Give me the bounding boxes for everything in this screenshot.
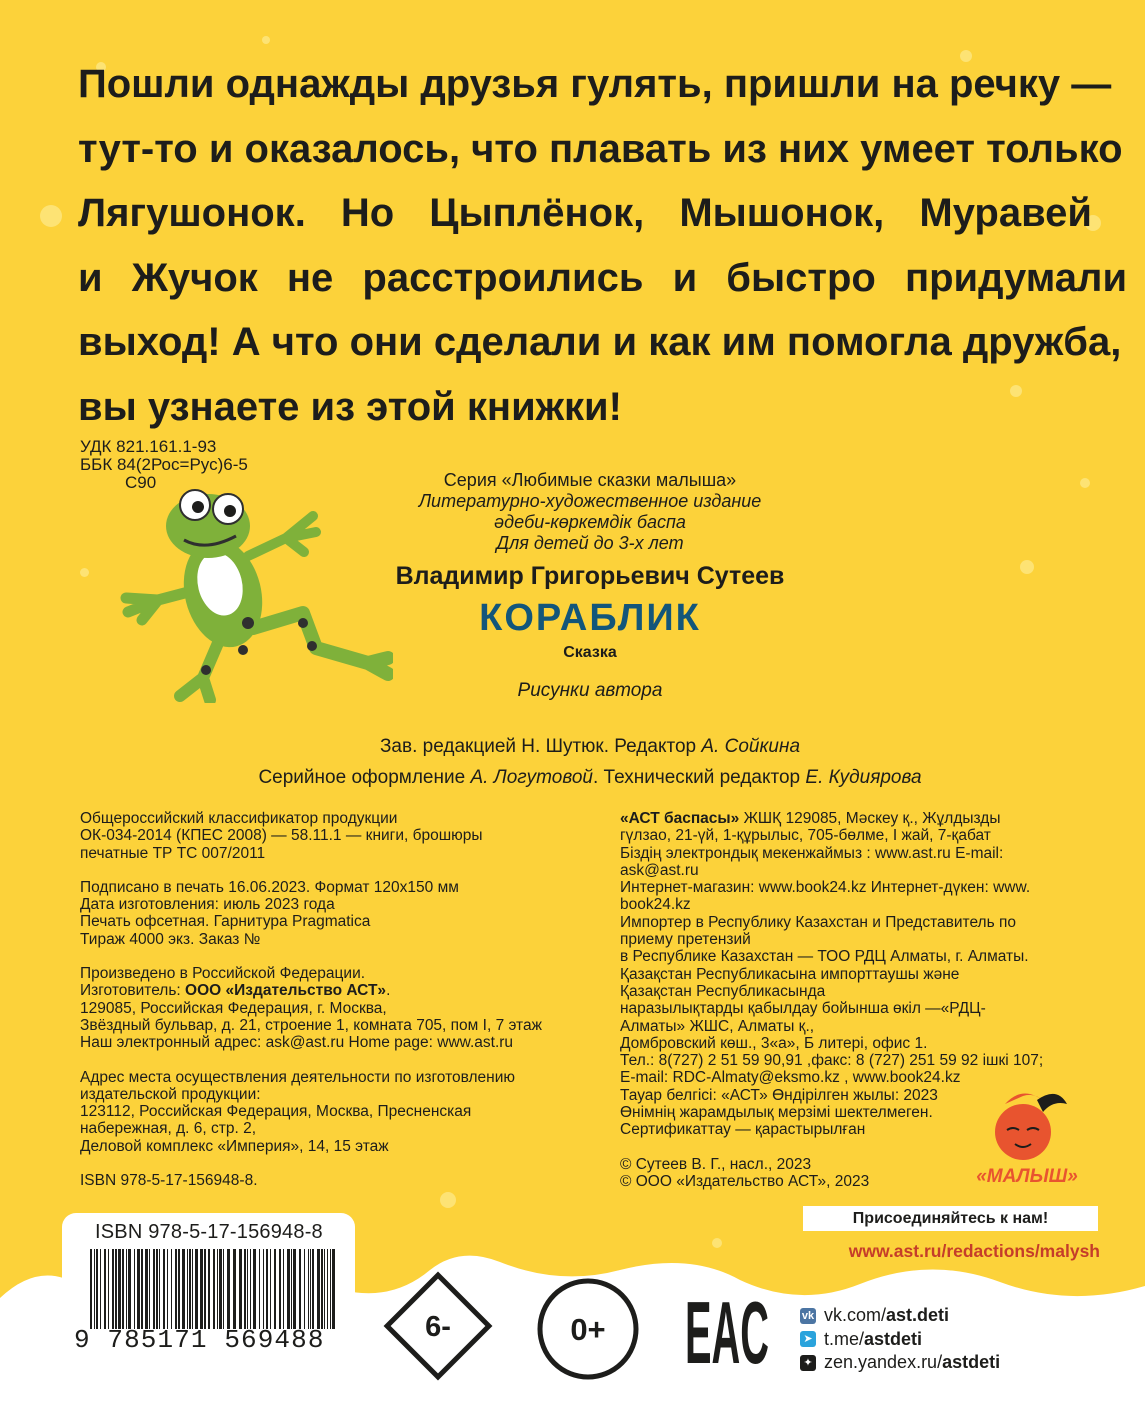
- imprint-line: в Республике Казахстан — ТОО РДЦ Алматы, г. Алматы.: [620, 948, 1029, 966]
- barcode-bar: [293, 1249, 296, 1329]
- imprint-line: Қазақстан Республикасына импорттаушы және: [620, 965, 960, 983]
- barcode-bar: [223, 1249, 224, 1329]
- zen-link[interactable]: [800, 1351, 1000, 1375]
- barcode-bar: [259, 1249, 260, 1329]
- imprint-line: наразылықтарды қабылдау бойынша өкіл —«РДЦ-: [620, 1000, 986, 1018]
- barcode-bar: [321, 1249, 323, 1329]
- barcode-bar: [195, 1249, 198, 1329]
- barcode-bar: [128, 1249, 131, 1329]
- website-link[interactable]: www.ast.ru/redactions/malysh: [848, 1241, 1100, 1261]
- blurb-line: Пошли однажды друзья гулять, пришли на речку —: [78, 62, 1112, 106]
- barcode-bar: [219, 1249, 222, 1329]
- barcode-bar: [175, 1249, 177, 1329]
- edition-type-ru: Литературно-художественное издание: [418, 491, 762, 511]
- spacer: [80, 948, 600, 965]
- imprint-line: Общероссийский классификатор продукции: [80, 810, 398, 827]
- book-title: КОРАБЛИК: [479, 597, 701, 639]
- barcode-bar: [308, 1249, 309, 1329]
- telegram-handle: astdeti: [864, 1328, 923, 1349]
- vk-domain: vk.com/: [824, 1305, 887, 1325]
- imprint-line: Печать офсетная. Гарнитура Pragmatica: [80, 913, 371, 931]
- imprint-left: [80, 810, 600, 1189]
- eac-mark: [685, 1288, 770, 1367]
- imprint-line: издательской продукции:: [80, 1085, 261, 1103]
- barcode-bar: [304, 1249, 305, 1329]
- bbk-code: ББК 84(2Рос=Рус)6-5: [80, 455, 248, 474]
- telegram-domain: t.me/: [824, 1328, 865, 1349]
- age-rating-6-badge: [380, 1268, 496, 1384]
- blurb-text: [78, 52, 1128, 439]
- zen-domain: zen.yandex.ru/: [824, 1352, 943, 1372]
- barcode-bar: [182, 1249, 185, 1329]
- barcode-bar: [153, 1249, 155, 1329]
- barcode-bar: [263, 1249, 264, 1329]
- decor-dot: [80, 568, 89, 577]
- imprint-line: Тел.: 8(727) 2 51 59 90,91 ,факс: 8 (727) 251 59 92 ішкі 107;: [620, 1052, 1044, 1070]
- barcode-bar: [108, 1249, 109, 1329]
- publisher-line: [620, 810, 1100, 827]
- barcode-bar: [126, 1249, 127, 1329]
- maker-end: .: [386, 982, 391, 1000]
- vk-icon: vk: [801, 1309, 815, 1322]
- editor-role: Зав. редакцией Н. Шутюк. Редактор: [379, 736, 702, 757]
- barcode-bar: [253, 1249, 256, 1329]
- barcode-bar: [156, 1249, 158, 1329]
- barcode-bar: [291, 1249, 292, 1329]
- barcode-bar: [118, 1249, 121, 1329]
- imprint-line: Алматы» ЖШС, Алматы қ.,: [620, 1017, 815, 1035]
- spacer: [80, 1155, 600, 1172]
- zen-handle: astdeti: [942, 1352, 1001, 1372]
- barcode-bar: [239, 1249, 242, 1329]
- copyright-line: © ООО «Издательство АСТ», 2023: [620, 1172, 870, 1190]
- genre: Сказка: [563, 644, 617, 661]
- isbn-line: ISBN 978-5-17-156948-8.: [80, 1172, 258, 1190]
- telegram-icon: ➤: [800, 1331, 816, 1347]
- publisher-name: «АСТ баспасы»: [620, 810, 740, 827]
- imprint-line: Звёздный бульвар, д. 21, строение 1, комната 705, пом I, 7 этаж: [80, 1016, 542, 1034]
- vk-handle: ast.deti: [886, 1305, 950, 1325]
- barcode-bar: [213, 1249, 215, 1329]
- illustrations-credit: Рисунки автора: [517, 680, 663, 701]
- barcode-bar: [287, 1249, 290, 1329]
- imprint-line: 129085, Российская Федерация, г. Москва,: [80, 999, 387, 1017]
- imprint-line: Біздің электрондық мекенжаймыз : www.ast.ru E-mail:: [620, 844, 1004, 862]
- imprint-line: Тауар белгісі: «АСТ» Өндірілген жылы: 2023: [620, 1086, 938, 1104]
- barcode-bar: [145, 1249, 148, 1329]
- barcode-bar: [299, 1249, 301, 1329]
- editor-name: А. Сойкина: [701, 736, 801, 757]
- imprint-line: Произведено в Российской Федерации.: [80, 965, 366, 983]
- imprint-line: Сертификаттау — қарастырылған: [620, 1121, 866, 1139]
- imprint-line: E-mail: RDC-Almaty@eksmo.kz , www.book24.kz: [620, 1069, 961, 1087]
- decor-dot: [262, 36, 270, 44]
- imprint-line: Өнімнің жарамдылық мерзімі шектелмеген.: [620, 1104, 933, 1122]
- age-note: Для детей до 3-х лет: [496, 533, 684, 553]
- maker-label: Изготовитель:: [80, 982, 186, 1000]
- tech-editor-role: . Технический редактор: [592, 767, 806, 788]
- editors-line-2: [0, 762, 1145, 793]
- barcode-bar: [159, 1249, 160, 1329]
- udk-code: УДК 821.161.1-93: [80, 437, 217, 456]
- zen-icon: ✦: [800, 1355, 816, 1371]
- imprint-line: набережная, д. 6, стр. 2,: [80, 1120, 257, 1138]
- imprint-line: приему претензий: [620, 931, 751, 949]
- barcode-bar: [167, 1249, 168, 1329]
- title-block: [330, 470, 850, 702]
- editors-line-1: [0, 731, 1145, 762]
- decor-dot: [1020, 560, 1034, 574]
- designer-name: А. Логутовой: [470, 767, 593, 788]
- imprint-line: ОК-034-2014 (КПЕС 2008) — 58.11.1 — книги, брошюры: [80, 827, 483, 845]
- barcode-bar: [310, 1249, 311, 1329]
- barcode-isbn: ISBN 978-5-17-156948-8: [95, 1221, 323, 1243]
- barcode-bar: [134, 1249, 135, 1329]
- malysh-logo: [965, 1082, 1090, 1192]
- imprint-line: Дата изготовления: июль 2023 года: [80, 896, 335, 914]
- barcode-bar: [204, 1249, 206, 1329]
- social-links: [800, 1304, 1000, 1375]
- barcode-bar: [317, 1249, 320, 1329]
- imprint-line: 123112, Российская Федерация, Москва, Пресненская: [80, 1103, 472, 1121]
- imprint-line: Подписано в печать 16.06.2023. Формат 120х150 мм: [80, 878, 459, 896]
- barcode-bar: [192, 1249, 193, 1329]
- imprint-line: Қазақстан Республикасында: [620, 982, 826, 1000]
- author-mark: С90: [125, 473, 157, 492]
- imprint-line: ask@ast.ru: [620, 861, 699, 879]
- barcode-bar: [270, 1249, 271, 1329]
- imprint-line: Домбровский көш., 3«а», Б литері, офис 1.: [620, 1034, 928, 1052]
- barcode-bar: [163, 1249, 165, 1329]
- barcode-bar: [233, 1249, 236, 1329]
- imprint-line: book24.kz: [620, 896, 691, 914]
- barcode-bar: [327, 1249, 328, 1329]
- barcode-bar: [217, 1249, 218, 1329]
- age-rating-0: 0+: [570, 1312, 606, 1347]
- barcode-bar: [244, 1249, 246, 1329]
- barcode-digits: 9 785171 569488: [74, 1325, 325, 1355]
- imprint-line: Импортер в Республику Казахстан и Представитель по: [620, 913, 1016, 931]
- barcode-bar: [178, 1249, 180, 1329]
- barcode-bar: [112, 1249, 114, 1329]
- barcode-bar: [274, 1249, 276, 1329]
- decor-dot: [1080, 478, 1090, 488]
- barcode-bars: [90, 1249, 335, 1329]
- decor-dot: [40, 205, 62, 227]
- imprint-line: печатные ТР ТС 007/2011: [80, 844, 266, 862]
- barcode-bar: [94, 1249, 95, 1329]
- barcode-bar: [115, 1249, 117, 1329]
- barcode-bar: [171, 1249, 172, 1329]
- designer-role: Серийное оформление: [258, 767, 471, 788]
- blurb-line: тут-то и оказалось, что плавать из них умеет только: [78, 126, 1123, 171]
- blurb-line: выход! А что они сделали и как им помогла дружба,: [78, 320, 1122, 364]
- editors-credits: [0, 731, 1145, 793]
- publisher-address: ЖШҚ 129085, Мәскеу қ., Жұлдызды: [739, 810, 1001, 827]
- barcode-bar: [96, 1249, 98, 1329]
- author-name: Владимир Григорьевич Сутеев: [395, 562, 785, 590]
- blurb-line: и Жучок не расстроились и быстро придумали: [78, 255, 1128, 300]
- barcode-bar: [104, 1249, 106, 1329]
- barcode-bar: [122, 1249, 124, 1329]
- age-rating-0-badge: [536, 1277, 640, 1381]
- spacer: [80, 1052, 600, 1069]
- barcode-bar: [227, 1249, 230, 1329]
- imprint-line: Деловой комплекс «Империя», 14, 15 этаж: [80, 1137, 389, 1155]
- eac-text: EAC: [685, 1288, 769, 1367]
- age-rating-6: 6-: [425, 1311, 451, 1343]
- barcode-bar: [100, 1249, 101, 1329]
- join-us-banner: Присоединяйтесь к нам!: [803, 1206, 1098, 1231]
- barcode-bar: [137, 1249, 140, 1329]
- barcode-bar: [208, 1249, 210, 1329]
- maker-name: ООО «Издательство АСТ»: [185, 982, 387, 1000]
- barcode-bar: [250, 1249, 251, 1329]
- barcode-bar: [141, 1249, 143, 1329]
- tech-editor-name: Е. Кудиярова: [805, 767, 922, 788]
- barcode-bar: [279, 1249, 281, 1329]
- series-name: Серия «Любимые сказки малыша»: [443, 470, 737, 490]
- blurb-line: Лягушонок. Но Цыплёнок, Мышонок, Муравей: [78, 191, 1092, 235]
- imprint-line: Наш электронный адрес: ask@ast.ru Home page: www.ast.ru: [80, 1034, 514, 1052]
- barcode-bar: [200, 1249, 203, 1329]
- barcode-bar: [247, 1249, 248, 1329]
- imprint-line: гүлзао, 21-үй, 1-құрылыс, 705-бөлме, I жай, 7-қабат: [620, 827, 991, 845]
- imprint-line: Тираж 4000 экз. Заказ №: [80, 930, 261, 948]
- barcode-bar: [266, 1249, 268, 1329]
- barcode-bar: [149, 1249, 150, 1329]
- barcode-bar: [312, 1249, 314, 1329]
- barcode-bar: [189, 1249, 191, 1329]
- spacer: [80, 862, 600, 879]
- barcode-bar: [90, 1249, 92, 1329]
- imprint-line: Интернет-магазин: www.book24.kz Интернет-дүкен: www.: [620, 879, 1031, 897]
- barcode-bar: [332, 1249, 335, 1329]
- barcode-bar: [330, 1249, 331, 1329]
- vk-link[interactable]: [800, 1304, 1000, 1328]
- logo-text: «МАЛЫШ»: [976, 1166, 1078, 1187]
- copyright-line: © Сутеев В. Г., насл., 2023: [620, 1155, 812, 1173]
- maker-line: [80, 982, 600, 999]
- telegram-link[interactable]: [800, 1328, 1000, 1352]
- barcode-bar: [187, 1249, 188, 1329]
- imprint-line: Адрес места осуществления деятельности по изготовлению: [80, 1068, 515, 1086]
- edition-type-kz: әдеби-көркемдік баспа: [494, 512, 686, 532]
- blurb-line: вы узнаете из этой книжки!: [78, 384, 622, 429]
- barcode-bar: [324, 1249, 325, 1329]
- barcode-bar: [283, 1249, 284, 1329]
